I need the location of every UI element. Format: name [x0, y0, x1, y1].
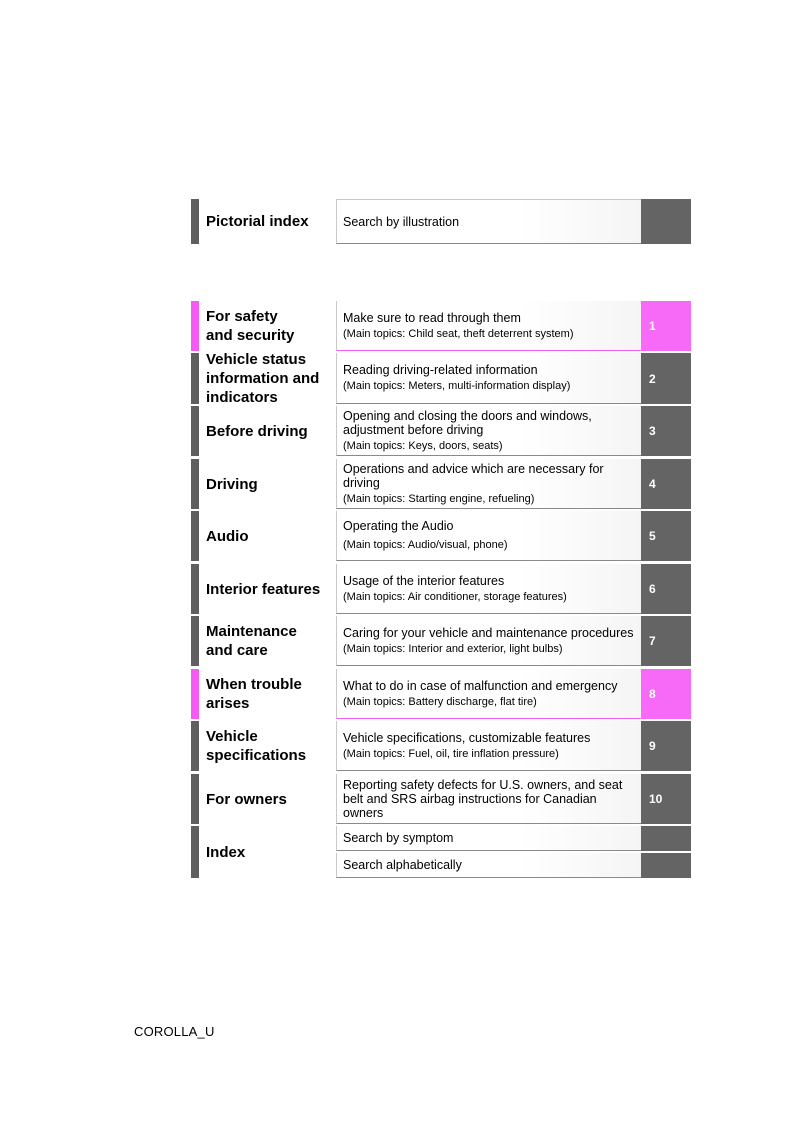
- section-description: [336, 721, 641, 771]
- chapter-tab[interactable]: 2: [641, 353, 691, 404]
- section-bar: [191, 511, 199, 561]
- description-main: Reporting safety defects for U.S. owners, and seat belt and SRS airbag instructions for Canadian owners: [343, 777, 623, 820]
- chapter-tab[interactable]: 9: [641, 721, 691, 771]
- index-tabs: [641, 826, 691, 878]
- section-title: For safety and security: [199, 301, 336, 351]
- section-title: Index: [199, 826, 336, 878]
- chapter-row-8[interactable]: [191, 669, 692, 719]
- description-main: Opening and closing the doors and windows, adjustment before driving: [343, 408, 592, 437]
- section-bar: [191, 199, 199, 244]
- section-bar: [191, 669, 199, 719]
- section-bar: [191, 406, 199, 456]
- chapter-tab[interactable]: 10: [641, 774, 691, 824]
- chapter-tab[interactable]: 3: [641, 406, 691, 456]
- section-description: [336, 406, 641, 456]
- section-description: [336, 616, 641, 666]
- description-main: What to do in case of malfunction and emergency: [343, 678, 618, 693]
- section-title: Pictorial index: [199, 199, 336, 244]
- pictorial-index-row[interactable]: [191, 199, 692, 244]
- chapter-row-5[interactable]: [191, 511, 692, 561]
- description-main: Caring for your vehicle and maintenance procedures: [343, 625, 634, 640]
- description-topics: (Main topics: Interior and exterior, light bulbs): [343, 642, 563, 655]
- section-title: Vehicle specifications: [199, 721, 336, 771]
- description-main: Make sure to read through them: [343, 310, 521, 325]
- chapter-tab[interactable]: 7: [641, 616, 691, 666]
- description-main: Operating the Audio: [343, 519, 454, 533]
- description-topics: (Main topics: Fuel, oil, tire inflation pressure): [343, 747, 559, 760]
- section-tab[interactable]: [641, 199, 691, 244]
- chapter-tab[interactable]: 6: [641, 564, 691, 614]
- description-topics: (Main topics: Battery discharge, flat tire): [343, 695, 537, 708]
- description-main: Usage of the interior features: [343, 573, 505, 588]
- alphabetical-tab[interactable]: [641, 853, 691, 878]
- section-bar: [191, 616, 199, 666]
- section-title: For owners: [199, 774, 336, 824]
- section-description: [336, 774, 641, 824]
- section-title: Interior features: [199, 564, 336, 614]
- description-main: Operations and advice which are necessary for driving: [343, 461, 604, 490]
- description-main: Reading driving-related information: [343, 363, 538, 377]
- section-description: [336, 301, 641, 351]
- section-title: Audio: [199, 511, 336, 561]
- search-by-symptom-link[interactable]: Search by symptom: [336, 826, 641, 851]
- chapter-tab[interactable]: 5: [641, 511, 691, 561]
- chapter-row-4[interactable]: [191, 459, 692, 509]
- section-bar: [191, 826, 199, 878]
- chapter-row-7[interactable]: [191, 616, 692, 666]
- description-main: Search by illustration: [343, 214, 460, 229]
- section-bar: [191, 459, 199, 509]
- chapter-row-10[interactable]: [191, 774, 692, 824]
- description-topics: (Main topics: Meters, multi-information display): [343, 380, 571, 392]
- description-main: Vehicle specifications, customizable features: [343, 730, 591, 745]
- section-title: Before driving: [199, 406, 336, 456]
- section-description: [336, 459, 641, 509]
- description-topics: (Main topics: Child seat, theft deterrent system): [343, 327, 574, 340]
- section-description: [336, 199, 641, 244]
- description-topics: (Main topics: Keys, doors, seats): [343, 439, 503, 452]
- chapter-row-1[interactable]: [191, 301, 692, 351]
- index-links: [336, 826, 641, 878]
- document-footer: COROLLA_U: [134, 1024, 215, 1039]
- section-bar: [191, 564, 199, 614]
- chapter-row-3[interactable]: [191, 406, 692, 456]
- section-bar: [191, 721, 199, 771]
- chapter-row-2[interactable]: [191, 353, 692, 404]
- section-bar: [191, 301, 199, 351]
- section-bar: [191, 774, 199, 824]
- chapter-tab[interactable]: 8: [641, 669, 691, 719]
- section-description: [336, 511, 641, 561]
- section-description: [336, 669, 641, 719]
- section-description: [336, 353, 641, 404]
- search-alphabetically-link[interactable]: Search alphabetically: [336, 853, 641, 878]
- section-bar: [191, 353, 199, 404]
- chapter-row-9[interactable]: [191, 721, 692, 771]
- symptom-tab[interactable]: [641, 826, 691, 851]
- description-topics: (Main topics: Audio/visual, phone): [343, 539, 508, 551]
- description-topics: (Main topics: Air conditioner, storage features): [343, 590, 567, 603]
- section-title: Vehicle status information and indicators: [199, 353, 336, 404]
- chapter-tab[interactable]: 1: [641, 301, 691, 351]
- chapter-tab[interactable]: 4: [641, 459, 691, 509]
- section-title: Maintenance and care: [199, 616, 336, 666]
- section-description: [336, 564, 641, 614]
- section-title: When trouble arises: [199, 669, 336, 719]
- index-row: [191, 826, 692, 878]
- section-title: Driving: [199, 459, 336, 509]
- description-topics: (Main topics: Starting engine, refueling): [343, 492, 535, 505]
- chapter-row-6[interactable]: [191, 564, 692, 614]
